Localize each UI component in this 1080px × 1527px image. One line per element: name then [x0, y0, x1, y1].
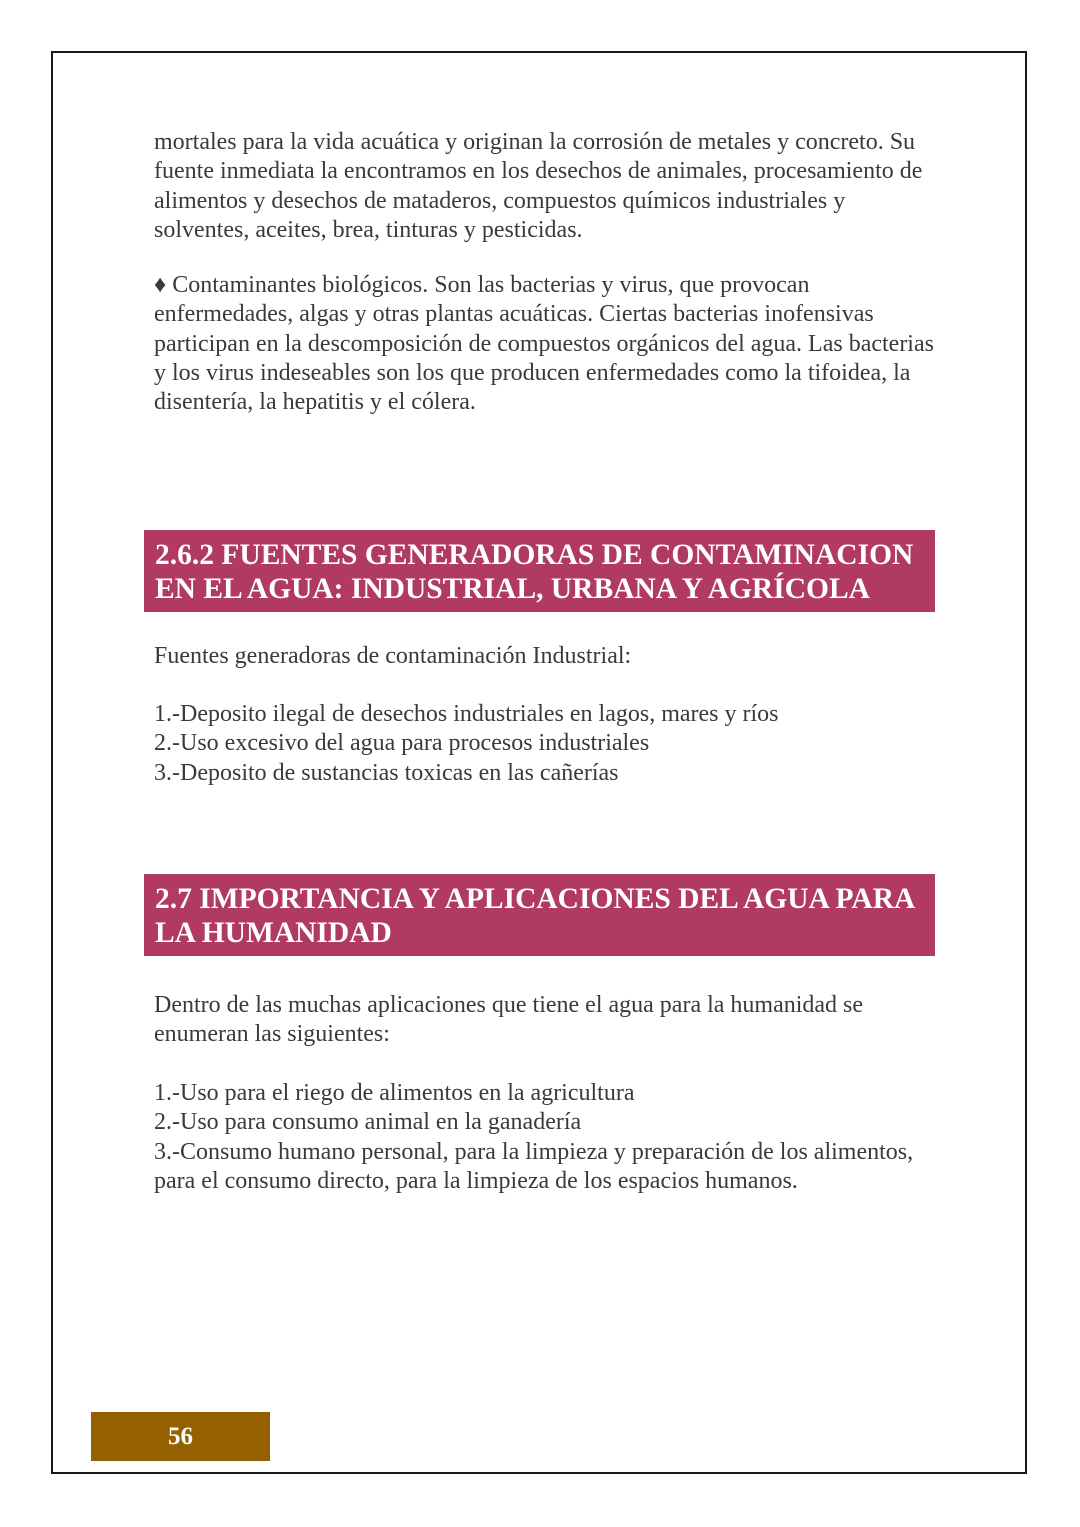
- section-heading-2-7-text: 2.7 IMPORTANCIA Y APLICACIONES DEL AGUA PARA LA HUMANIDAD: [155, 883, 914, 949]
- paragraph-chemical-contaminants: mortales para la vida acuática y originan la corrosión de metales y concreto. Su fuente inmediata la encontramos en los desechos de animales, procesamiento de alimentos y desechos de mataderos, compuestos químicos industriales y solventes, aceites, brea, tinturas y pesticidas.: [154, 129, 923, 243]
- section-heading-2-6-2: [144, 530, 935, 612]
- industrial-sources-list: [154, 700, 944, 788]
- list-item: 2.-Uso excesivo del agua para procesos industriales: [154, 730, 650, 757]
- section-heading-2-7: [144, 874, 935, 956]
- section-heading-2-6-2-text: 2.6.2 FUENTES GENERADORAS DE CONTAMINACION EN EL AGUA: INDUSTRIAL, URBANA Y AGRÍCOLA: [155, 539, 914, 605]
- list-item: 3.-Consumo humano personal, para la limpieza y preparación de los alimentos, para el consumo directo, para la limpieza de los espacios humanos.: [154, 1138, 914, 1194]
- water-applications-intro: Dentro de las muchas aplicaciones que tiene el agua para la humanidad se enumeran las siguientes:: [154, 992, 864, 1048]
- water-applications-list: [154, 1079, 944, 1196]
- industrial-sources-intro: Fuentes generadoras de contaminación Industrial:: [154, 643, 632, 669]
- list-item: 2.-Uso para consumo animal en la ganadería: [154, 1109, 582, 1136]
- paragraph-biological-contaminants: ♦ Contaminantes biológicos. Son las bacterias y virus, que provocan enfermedades, algas y otras plantas acuáticas. Ciertas bacterias inofensivas participan en la descomposición de compuestos orgánicos del agua. Las bacterias y los virus indeseables son los que producen enfermedades como la tifoidea, la disentería, la hepatitis y el cólera.: [154, 272, 934, 416]
- page-number: 56: [168, 1423, 193, 1450]
- list-item: 3.-Deposito de sustancias toxicas en las cañerías: [154, 759, 619, 786]
- page-number-box: [91, 1412, 270, 1461]
- list-item: 1.-Uso para el riego de alimentos en la agricultura: [154, 1080, 635, 1106]
- list-item: 1.-Deposito ilegal de desechos industriales en lagos, mares y ríos: [154, 701, 779, 727]
